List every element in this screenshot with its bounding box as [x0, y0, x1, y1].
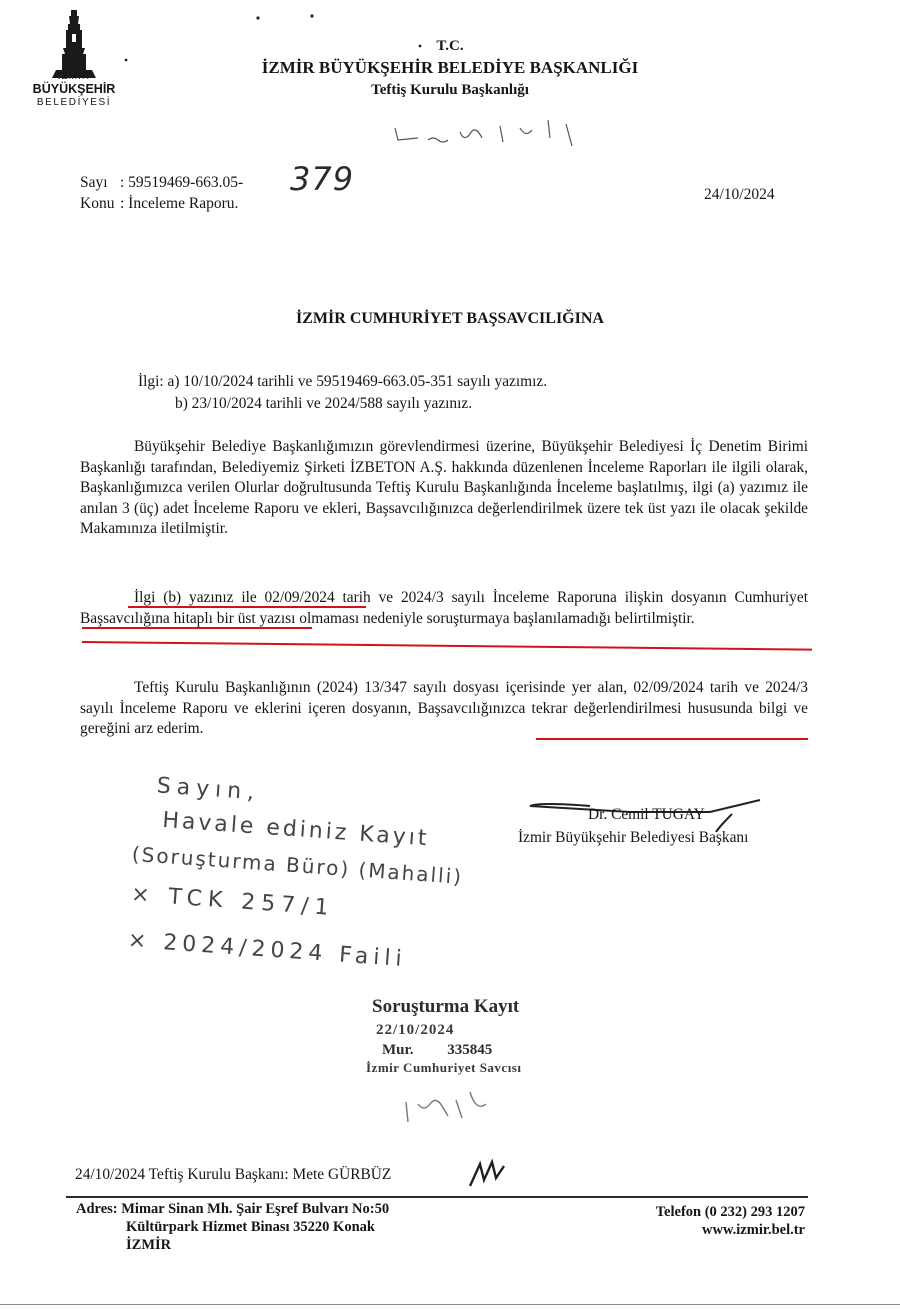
stamp-signature-scribble: [396, 1082, 506, 1142]
logo-line-belediyesi: BELEDİYESİ: [36, 97, 112, 108]
prepared-by: 24/10/2024 Teftiş Kurulu Başkanı: Mete GÜRBÜZ: [75, 1166, 392, 1183]
handwritten-note: [124, 768, 557, 993]
address-line-1: Adres: Mimar Sinan Mh. Şair Eşref Bulvarı No:50: [76, 1201, 390, 1217]
handwritten-line-3: (Soruşturma Büro) (Mahalli): [131, 841, 464, 889]
initials-scribble: [466, 1156, 506, 1190]
stamp-office: İzmir Cumhuriyet Savcısı: [366, 1060, 522, 1075]
handwritten-line-1: Sayın,: [155, 773, 261, 806]
sayi-line: [80, 174, 243, 192]
body-paragraph-2: İlgi (b) yazınız ile 02/09/2024 tarih ve 2024/3 sayılı İnceleme Raporuna ilişkin dosyanın Cumhuriyet Başsavcılığına hitaplı bir üst yazısı olmaması nedeniyle soruşturmaya başlanılamadığı belirtilmiştir.: [80, 589, 808, 627]
footer-address: [76, 1200, 496, 1254]
konu-label: Konu: [80, 195, 115, 212]
footer-divider: [66, 1196, 808, 1198]
highlight-underline-3: [82, 641, 812, 650]
address-line-3: İZMİR: [126, 1237, 172, 1253]
handwritten-line-5: × 2024/2024 Faili: [127, 927, 408, 973]
document-date: 24/10/2024: [704, 186, 775, 203]
footer-website: www.izmir.bel.tr: [702, 1222, 805, 1238]
logo-line-izmir: İZMİR: [57, 71, 91, 82]
scan-marks: [0, 0, 900, 160]
reference-a: İlgi: a) 10/10/2024 tarihli ve 59519469-663.05-351 sayılı yazımız.: [138, 373, 548, 390]
stamp-date: 22/10/2024: [376, 1022, 455, 1038]
konu-value: : İnceleme Raporu.: [120, 195, 239, 212]
logo-line-buyuksehir: BÜYÜKŞEHİR: [32, 82, 116, 96]
body-paragraph-1: Büyükşehir Belediye Başkanlığımızın görevlendirmesi üzerine, Büyükşehir Belediyesi İç Denetim Birimi Başkanlığı tarafından, Belediyemiz Şirketi İZBETON A.Ş. hakkında düzenlenen İnceleme Raporları ile ilgili olarak, Başkanlığımızca verilen Olurlar doğrultusunda Teftiş Kurulu Başkanlığında İnceleme başlatılmış, ilgi (a) yazımız ile anılan 3 (üç) adet İnceleme Raporu ve ekleri, Başsavcılığınızca değerlendirilmek üzere tek üst yazı ile olacak şekilde Makamınıza iletilmiştir.: [80, 438, 808, 537]
sayi-label: Sayı: [80, 174, 108, 191]
institution-heading: İZMİR BÜYÜKŞEHİR BELEDİYE BAŞKANLIĞI: [261, 58, 639, 77]
signature-name: Dr. Cemil TUGAY: [588, 806, 705, 823]
highlight-underline-2: [82, 627, 312, 629]
konu-line: [80, 195, 238, 213]
handwritten-line-2: Havale ediniz Kayıt: [161, 807, 431, 852]
recipient-heading: İZMİR CUMHURİYET BAŞSAVCILIĞINA: [296, 310, 604, 327]
sayi-handwritten-number: 379: [290, 160, 355, 198]
tc-heading: T.C.: [436, 38, 464, 54]
reference-b: b) 23/10/2024 tarihli ve 2024/588 sayılı yazınız.: [175, 395, 473, 412]
stamp-title: Soruşturma Kayıt: [372, 996, 520, 1017]
footer-contact: [600, 1203, 805, 1239]
page-bottom-border: [0, 1304, 900, 1305]
stamp-number: Mur. 335845: [382, 1042, 493, 1058]
handwritten-line-4: × TCK 257/1: [130, 881, 336, 922]
signature-title: İzmir Büyükşehir Belediyesi Başkanı: [518, 829, 749, 846]
body-paragraph-3: Teftiş Kurulu Başkanlığının (2024) 13/347 sayılı dosyası içerisinde yer alan, 02/09/2024 tarih ve 2024/3 sayılı İnceleme Raporu ve eklerini içeren dosyanın, Başsavcılığınızca tekrar değerlendirilmesi hususunda bilgi ve gereğini arz ederim.: [80, 679, 808, 737]
address-line-2: Kültürpark Hizmet Binası 35220 Konak: [126, 1219, 375, 1235]
highlight-underline-1: [128, 606, 366, 608]
footer-phone: Telefon (0 232) 293 1207: [655, 1204, 805, 1220]
department-heading: Teftiş Kurulu Başkanlığı: [371, 82, 529, 98]
highlight-underline-4: [536, 738, 808, 740]
sayi-value: : 59519469-663.05-: [120, 174, 244, 191]
